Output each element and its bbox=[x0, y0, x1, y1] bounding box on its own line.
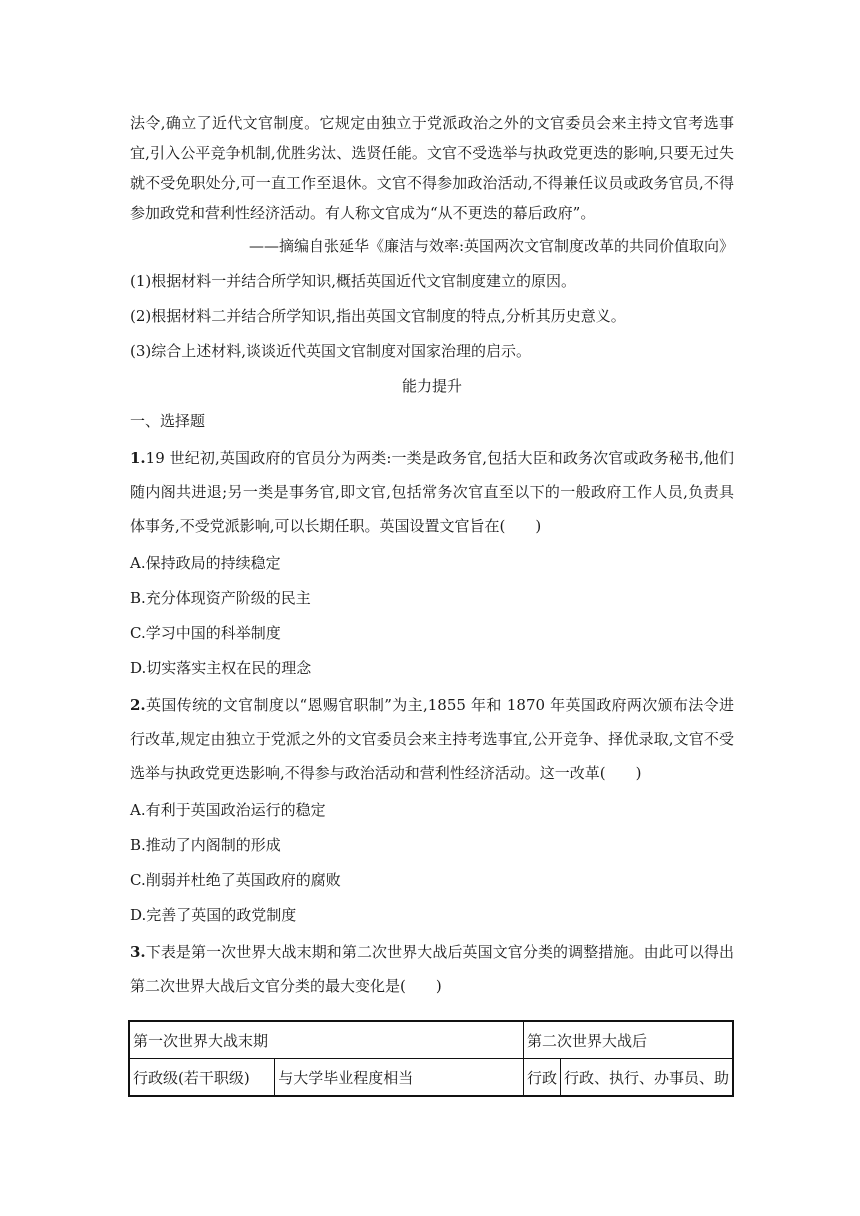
table-row bbox=[129, 1021, 733, 1059]
table-row bbox=[129, 1059, 733, 1097]
question-3-text: 下表是第一次世界大战末期和第二次世界大战后英国文官分类的调整措施。由此可以得出第二次世界大战后文官分类的最大变化是( ) bbox=[130, 943, 734, 995]
question-1-stem bbox=[130, 441, 734, 543]
question-1-option-b[interactable]: B.充分体现资产阶级的民主 bbox=[130, 589, 311, 607]
question-2 bbox=[130, 688, 734, 930]
question-2-number: 2. bbox=[130, 696, 146, 714]
question-2-option-d[interactable]: D.完善了英国的政党制度 bbox=[130, 906, 297, 924]
content-area bbox=[130, 108, 734, 1003]
question-1-number: 1. bbox=[130, 449, 146, 467]
table-cell: 行政、执行、办事员、助 bbox=[560, 1059, 733, 1097]
table-cell: 行政级(若干职级) bbox=[129, 1059, 275, 1097]
question-2-text: 英国传统的文官制度以“恩赐官职制”为主,1855 年和 1870 年英国政府两次颁布法令进行改革,规定由独立于党派之外的文官委员会来主持考选事宜,公开竞争、择优录取,文官不受选举与执政党更迭影响,不得参与政治活动和营利性经济活动。这一改革( ) bbox=[130, 696, 734, 782]
table-header-wwi: 第一次世界大战末期 bbox=[129, 1021, 523, 1059]
material-question-3: (3)综合上述材料,谈谈近代英国文官制度对国家治理的启示。 bbox=[130, 342, 532, 360]
material-source: ——摘编自张延华《廉洁与效率:英国两次文官制度改革的共同价值取向》 bbox=[248, 237, 734, 255]
question-1-text: 19 世纪初,英国政府的官员分为两类:一类是政务官,包括大臣和政务次官或政务秘书,他们随内阁共进退;另一类是事务官,即文官,包括常务次官直至以下的一般政府工作人员,负责具体事务,不受党派影响,可以长期任职。英国设置文官旨在( ) bbox=[130, 449, 734, 535]
question-2-option-a[interactable]: A.有利于英国政治运行的稳定 bbox=[130, 801, 326, 819]
question-1-option-c[interactable]: C.学习中国的科举制度 bbox=[130, 624, 281, 642]
question-2-option-b[interactable]: B.推动了内阁制的形成 bbox=[130, 836, 281, 854]
question-1 bbox=[130, 441, 734, 683]
table-cell: 行政 bbox=[523, 1059, 560, 1097]
question-2-stem bbox=[130, 688, 734, 790]
question-1-option-a[interactable]: A.保持政局的持续稳定 bbox=[130, 554, 281, 572]
material-question-2: (2)根据材料二并结合所学知识,指出英国文官制度的特点,分析其历史意义。 bbox=[130, 307, 626, 325]
table-cell: 与大学毕业程度相当 bbox=[275, 1059, 524, 1097]
material-question-1: (1)根据材料一并结合所学知识,概括英国近代文官制度建立的原因。 bbox=[130, 272, 577, 290]
question-3-stem bbox=[130, 935, 734, 1003]
question-3 bbox=[130, 935, 734, 1003]
civil-service-table bbox=[128, 1020, 734, 1097]
material-paragraph: 法令,确立了近代文官制度。它规定由独立于党派政治之外的文官委员会来主持文官考选事宜,引入公平竞争机制,优胜劣汰、选贤任能。文官不受选举与执政党更迭的影响,只要无过失就不受免职处分,可一直工作至退休。文官不得参加政治活动,不得兼任议员或政务官员,不得参加政党和营利性经济活动。有人称文官成为“从不更迭的幕后政府”。 bbox=[130, 114, 734, 222]
section-title: 能力提升 bbox=[401, 377, 462, 395]
question-2-option-c[interactable]: C.削弱并杜绝了英国政府的腐败 bbox=[130, 871, 341, 889]
section-subtitle: 一、选择题 bbox=[130, 412, 206, 430]
question-3-number: 3. bbox=[130, 943, 146, 961]
question-1-option-d[interactable]: D.切实落实主权在民的理念 bbox=[130, 659, 312, 677]
table-header-wwii: 第二次世界大战后 bbox=[523, 1021, 733, 1059]
